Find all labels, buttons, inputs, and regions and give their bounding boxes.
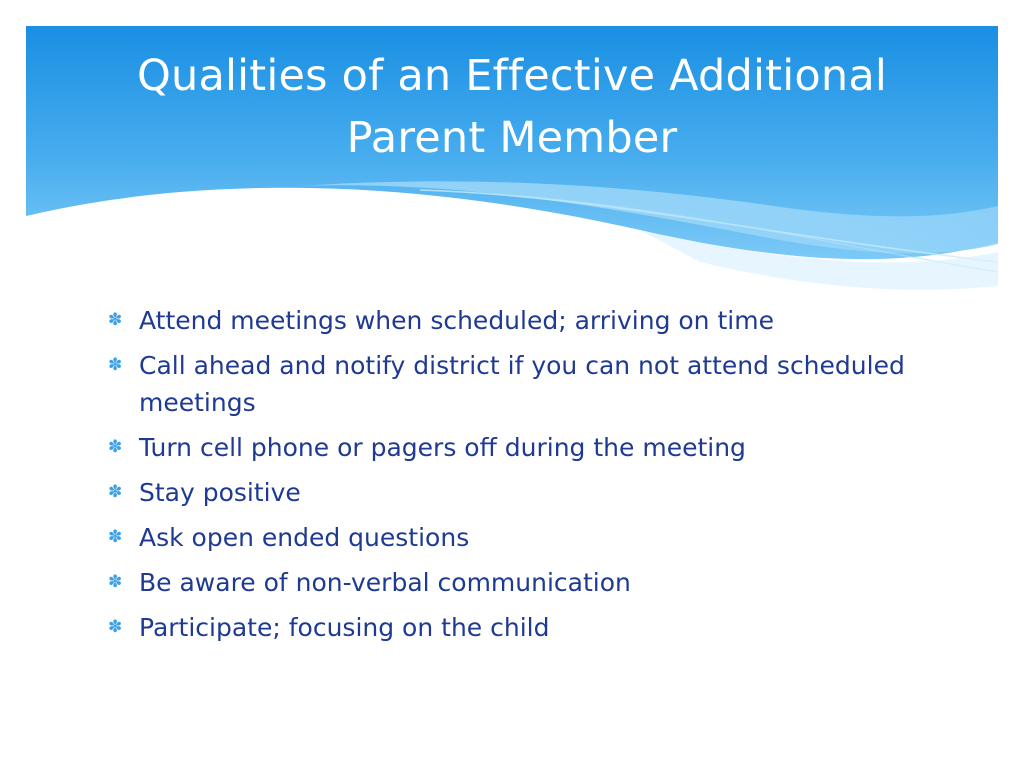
list-item (108, 429, 908, 466)
asterisk-bullet-icon: ✽ (108, 527, 123, 547)
bullet-text: Stay positive (139, 478, 301, 507)
bullet-text: Ask open ended questions (139, 523, 470, 552)
list-item (108, 564, 908, 601)
bullet-text: Be aware of non-verbal communication (139, 568, 631, 597)
asterisk-bullet-icon: ✽ (108, 355, 123, 375)
bullet-text: Turn cell phone or pagers off during the meeting (139, 433, 746, 462)
bullet-text: Call ahead and notify district if you can not attend scheduled meetings (139, 351, 905, 417)
asterisk-bullet-icon: ✽ (108, 572, 123, 592)
bullet-list (108, 302, 908, 654)
asterisk-bullet-icon: ✽ (108, 310, 123, 330)
list-item (108, 609, 908, 646)
list-item (108, 519, 908, 556)
asterisk-bullet-icon: ✽ (108, 482, 123, 502)
slide-title (60, 45, 964, 169)
bullet-text: Attend meetings when scheduled; arriving on time (139, 306, 774, 335)
list-item (108, 347, 908, 421)
asterisk-bullet-icon: ✽ (108, 617, 123, 637)
slide-title-line-2: Parent Member (346, 113, 678, 163)
slide-title-line-1: Qualities of an Effective Additional (136, 51, 888, 101)
asterisk-bullet-icon: ✽ (108, 437, 123, 457)
list-item (108, 474, 908, 511)
list-item (108, 302, 908, 339)
bullet-text: Participate; focusing on the child (139, 613, 550, 642)
